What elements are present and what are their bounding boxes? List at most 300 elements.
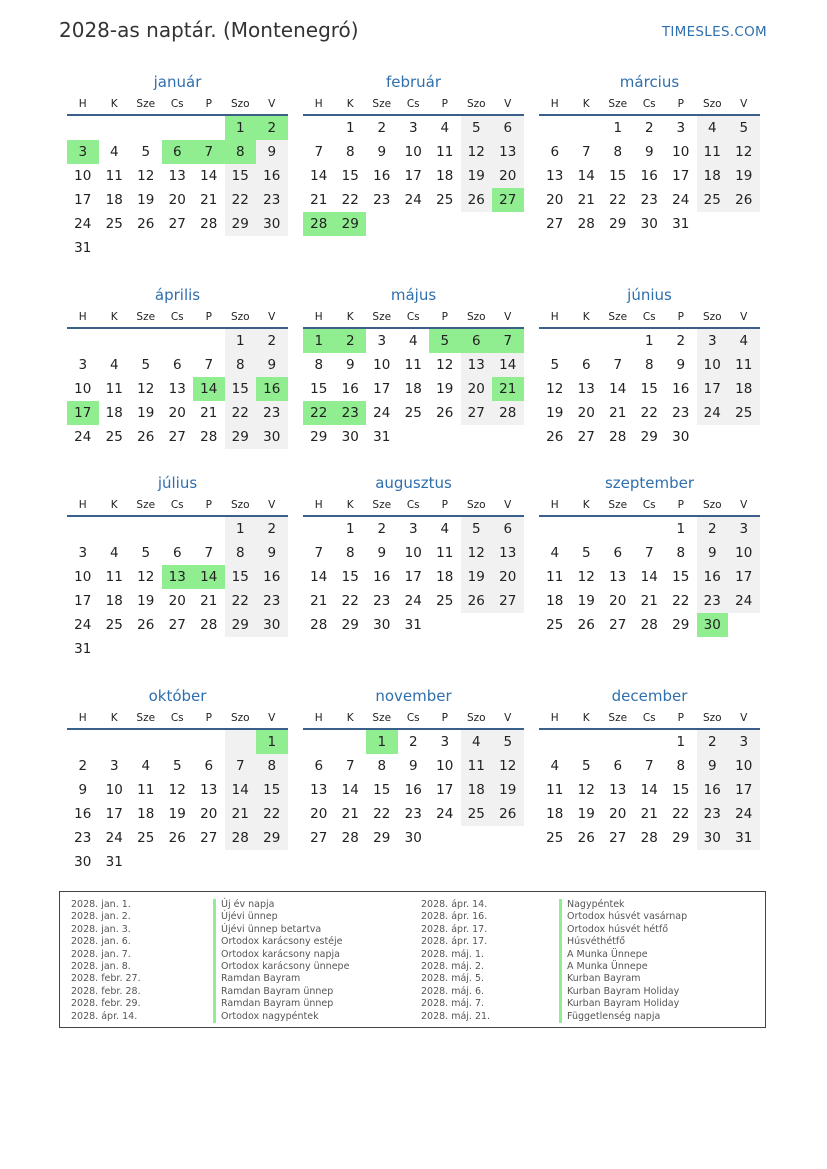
legend-holiday-name: Kurban Bayram Holiday: [559, 986, 687, 998]
weekday-header: Cs: [170, 712, 184, 724]
weekday-header: P: [677, 98, 684, 110]
day-cell: 5: [492, 730, 524, 754]
day-cell: 24: [74, 617, 92, 633]
day-cell: 11: [697, 140, 729, 164]
day-cell: 19: [461, 565, 493, 589]
day-cell: 16: [640, 168, 658, 184]
legend-holiday-name: Húsvéthétfő: [559, 936, 687, 948]
day-cell: 3: [408, 521, 418, 537]
day-cell: 29: [640, 429, 658, 445]
day-cell: 14: [341, 782, 359, 798]
day-cell: 7: [225, 754, 257, 778]
day-cell: 31: [74, 641, 92, 657]
day-cell: 20: [168, 405, 186, 421]
day-grid: [303, 116, 524, 236]
weekday-header: Szo: [230, 499, 250, 511]
day-cell: 16: [74, 806, 92, 822]
day-cell: 19: [137, 192, 155, 208]
day-cell: 20: [609, 593, 627, 609]
day-cell: 15: [609, 168, 627, 184]
day-cell: 30: [373, 617, 391, 633]
weekday-header: Szo: [466, 712, 486, 724]
legend-date: 2028. máj. 6.: [421, 985, 485, 997]
month-name: augusztus: [375, 474, 452, 492]
empty-day-cell: [571, 517, 603, 541]
weekday-header: P: [441, 311, 448, 323]
day-cell: 19: [728, 164, 760, 188]
legend-date: 2028. jan. 2.: [71, 911, 131, 923]
day-cell: 7: [613, 357, 623, 373]
month-name: június: [627, 286, 672, 304]
day-cell: 18: [105, 593, 123, 609]
month-name: július: [157, 474, 198, 492]
weekday-header: V: [740, 712, 748, 724]
day-cell: 15: [310, 381, 328, 397]
day-cell: 13: [546, 168, 564, 184]
day-cell: 21: [200, 593, 218, 609]
day-cell: 24: [373, 405, 391, 421]
holiday-day-cell: 13: [162, 565, 194, 589]
day-cell: 22: [341, 192, 359, 208]
day-cell: 25: [105, 429, 123, 445]
weekday-header: K: [346, 712, 354, 724]
day-cell: 9: [256, 353, 288, 377]
holiday-day-cell: 28: [303, 212, 335, 236]
day-cell: 4: [109, 144, 119, 160]
day-cell: 11: [436, 545, 454, 561]
day-cell: 22: [609, 192, 627, 208]
day-cell: 12: [492, 754, 524, 778]
day-cell: 30: [404, 830, 422, 846]
month-block: [67, 285, 288, 449]
day-cell: 10: [74, 381, 92, 397]
day-cell: 12: [728, 140, 760, 164]
day-cell: 29: [672, 617, 690, 633]
weekday-header: K: [110, 98, 118, 110]
day-cell: 15: [225, 377, 257, 401]
legend-date: 2028. ápr. 14.: [421, 899, 488, 910]
day-cell: 22: [373, 806, 391, 822]
day-cell: 11: [105, 381, 123, 397]
weekday-header: H: [78, 98, 87, 110]
legend-date: 2028. máj. 2.: [421, 961, 485, 973]
weekday-header: Sze: [608, 311, 628, 323]
day-cell: 3: [697, 329, 729, 353]
weekday-header: H: [314, 98, 323, 110]
day-cell: 29: [310, 429, 328, 445]
empty-day-cell: [67, 329, 99, 353]
empty-day-cell: [99, 517, 131, 541]
day-cell: 19: [137, 593, 155, 609]
weekday-header: V: [268, 712, 276, 724]
weekday-header: P: [205, 98, 212, 110]
empty-day-cell: [539, 517, 571, 541]
day-cell: 10: [728, 541, 760, 565]
legend-holiday-name: Újévi ünnep: [213, 911, 349, 923]
empty-day-cell: [162, 517, 194, 541]
day-cell: 25: [436, 192, 454, 208]
day-cell: 4: [550, 758, 560, 774]
day-cell: 25: [137, 830, 155, 846]
day-cell: 12: [461, 541, 493, 565]
day-cell: 24: [74, 216, 92, 232]
month-block: [539, 285, 760, 449]
weekday-header: Sze: [372, 499, 392, 511]
weekday-header: Cs: [406, 712, 420, 724]
day-cell: 13: [168, 168, 186, 184]
day-cell: 4: [440, 120, 450, 136]
month-block: [303, 285, 524, 449]
holiday-day-cell: 2: [256, 116, 288, 140]
weekday-header: Cs: [642, 712, 656, 724]
day-cell: 12: [546, 381, 564, 397]
day-cell: 26: [436, 405, 454, 421]
day-grid: [67, 116, 288, 260]
day-cell: 23: [404, 806, 422, 822]
empty-day-cell: [130, 517, 162, 541]
day-cell: 27: [609, 617, 627, 633]
day-cell: 30: [640, 216, 658, 232]
day-cell: 20: [492, 565, 524, 589]
legend-holiday-name: Ramdan Bayram ünnep: [213, 998, 349, 1010]
empty-day-cell: [99, 730, 131, 754]
empty-day-cell: [99, 329, 131, 353]
day-cell: 23: [74, 830, 92, 846]
day-cell: 20: [577, 405, 595, 421]
day-cell: 7: [204, 545, 214, 561]
day-cell: 23: [640, 192, 658, 208]
empty-day-cell: [67, 730, 99, 754]
legend-holiday-name: Ramdan Bayram: [213, 973, 349, 985]
weekday-header: V: [268, 98, 276, 110]
month-name: október: [148, 687, 207, 705]
weekday-header: K: [582, 712, 590, 724]
day-cell: 20: [461, 377, 493, 401]
day-cell: 21: [640, 593, 658, 609]
weekday-header-row: [67, 708, 288, 730]
day-cell: 2: [408, 734, 418, 750]
day-cell: 4: [408, 333, 418, 349]
month-block: [303, 473, 524, 637]
day-cell: 31: [728, 826, 760, 850]
weekday-header: Szo: [702, 98, 722, 110]
empty-day-cell: [303, 730, 335, 754]
day-cell: 30: [697, 826, 729, 850]
weekday-header: Szo: [466, 311, 486, 323]
day-cell: 25: [436, 593, 454, 609]
day-cell: 27: [577, 429, 595, 445]
day-cell: 18: [728, 377, 760, 401]
day-cell: 1: [644, 333, 654, 349]
day-cell: 21: [609, 405, 627, 421]
day-cell: 8: [676, 758, 686, 774]
day-cell: 29: [672, 830, 690, 846]
legend-holiday-name: Nagypéntek: [559, 899, 687, 911]
month-block: [67, 473, 288, 661]
day-cell: 18: [105, 405, 123, 421]
day-cell: 5: [141, 357, 151, 373]
day-cell: 6: [492, 517, 524, 541]
day-cell: 24: [404, 192, 422, 208]
day-cell: 3: [676, 120, 686, 136]
day-cell: 12: [137, 381, 155, 397]
day-cell: 11: [546, 569, 564, 585]
day-cell: 26: [137, 429, 155, 445]
day-cell: 8: [345, 545, 355, 561]
day-cell: 5: [550, 357, 560, 373]
legend-holiday-name: Ortodox karácsony napja: [213, 949, 349, 961]
day-cell: 7: [644, 758, 654, 774]
weekday-header: H: [550, 712, 559, 724]
day-cell: 19: [461, 164, 493, 188]
empty-day-cell: [225, 730, 257, 754]
weekday-header: Sze: [136, 712, 156, 724]
day-cell: 5: [581, 545, 591, 561]
day-cell: 18: [546, 806, 564, 822]
empty-day-cell: [634, 517, 666, 541]
day-cell: 22: [341, 593, 359, 609]
day-cell: 12: [577, 782, 595, 798]
weekday-header: V: [740, 499, 748, 511]
day-cell: 23: [373, 593, 391, 609]
day-cell: 15: [225, 565, 257, 589]
day-cell: 28: [640, 617, 658, 633]
day-cell: 12: [137, 168, 155, 184]
legend-date: 2028. febr. 27.: [71, 973, 141, 985]
empty-day-cell: [193, 517, 225, 541]
day-cell: 28: [609, 429, 627, 445]
day-cell: 2: [256, 517, 288, 541]
empty-day-cell: [130, 116, 162, 140]
empty-day-cell: [539, 730, 571, 754]
day-cell: 21: [310, 192, 328, 208]
weekday-header-row: [67, 307, 288, 329]
day-cell: 9: [408, 758, 418, 774]
day-cell: 28: [640, 830, 658, 846]
empty-day-cell: [99, 116, 131, 140]
day-cell: 14: [310, 569, 328, 585]
day-cell: 23: [256, 188, 288, 212]
day-cell: 25: [105, 216, 123, 232]
weekday-header: P: [205, 712, 212, 724]
day-cell: 5: [141, 144, 151, 160]
day-cell: 13: [310, 782, 328, 798]
empty-day-cell: [602, 517, 634, 541]
empty-day-cell: [162, 116, 194, 140]
day-cell: 28: [225, 826, 257, 850]
holiday-day-cell: 14: [193, 377, 225, 401]
empty-day-cell: [571, 329, 603, 353]
day-cell: 29: [256, 826, 288, 850]
day-cell: 13: [200, 782, 218, 798]
day-cell: 26: [546, 429, 564, 445]
empty-day-cell: [571, 116, 603, 140]
day-cell: 2: [256, 329, 288, 353]
legend-date: 2028. jan. 7.: [71, 948, 131, 960]
day-cell: 5: [728, 116, 760, 140]
weekday-header: H: [550, 499, 559, 511]
month-block: [539, 72, 760, 236]
weekday-header: V: [504, 98, 512, 110]
legend-date: 2028. febr. 28.: [71, 985, 141, 997]
day-cell: 25: [546, 830, 564, 846]
day-cell: 17: [404, 168, 422, 184]
day-cell: 1: [345, 521, 355, 537]
day-cell: 29: [225, 212, 257, 236]
empty-day-cell: [162, 329, 194, 353]
day-cell: 6: [613, 758, 623, 774]
holiday-day-cell: 6: [461, 329, 493, 353]
holiday-day-cell: 5: [429, 329, 461, 353]
day-cell: 27: [310, 830, 328, 846]
day-cell: 6: [581, 357, 591, 373]
day-cell: 13: [577, 381, 595, 397]
empty-day-cell: [335, 730, 367, 754]
day-cell: 3: [78, 545, 88, 561]
weekday-header: H: [314, 712, 323, 724]
day-cell: 5: [461, 116, 493, 140]
day-cell: 29: [609, 216, 627, 232]
empty-day-cell: [602, 730, 634, 754]
weekday-header: K: [582, 311, 590, 323]
day-cell: 17: [105, 806, 123, 822]
holiday-day-cell: 1: [303, 329, 335, 353]
weekday-header: H: [78, 311, 87, 323]
legend-left-dates: [71, 899, 141, 1023]
day-grid: [539, 517, 760, 637]
weekday-header: Sze: [372, 98, 392, 110]
day-cell: 13: [492, 140, 524, 164]
holiday-day-cell: 7: [492, 329, 524, 353]
day-cell: 30: [256, 425, 288, 449]
day-cell: 8: [345, 144, 355, 160]
empty-day-cell: [67, 116, 99, 140]
day-cell: 19: [436, 381, 454, 397]
day-grid: [303, 730, 524, 850]
holiday-day-cell: 21: [492, 377, 524, 401]
day-grid: [303, 517, 524, 637]
day-cell: 25: [728, 401, 760, 425]
day-cell: 16: [373, 569, 391, 585]
day-cell: 22: [672, 593, 690, 609]
brand-link[interactable]: TIMESLES.COM: [661, 24, 767, 40]
legend-date: 2028. máj. 1.: [421, 948, 485, 960]
month-name: szeptember: [604, 474, 695, 492]
day-cell: 28: [341, 830, 359, 846]
day-cell: 4: [461, 730, 493, 754]
day-cell: 20: [609, 806, 627, 822]
weekday-header: Cs: [170, 311, 184, 323]
day-cell: 1: [225, 329, 257, 353]
day-cell: 2: [644, 120, 654, 136]
day-cell: 8: [225, 541, 257, 565]
day-cell: 11: [436, 144, 454, 160]
day-cell: 18: [137, 806, 155, 822]
legend-left-names: [213, 899, 349, 1023]
holiday-legend: [59, 891, 766, 1028]
weekday-header: H: [550, 311, 559, 323]
day-cell: 17: [373, 381, 391, 397]
day-cell: 7: [314, 545, 324, 561]
day-cell: 3: [109, 758, 119, 774]
day-cell: 3: [78, 357, 88, 373]
day-cell: 20: [546, 192, 564, 208]
legend-right-dates: [421, 899, 490, 1023]
day-cell: 22: [225, 401, 257, 425]
day-cell: 29: [225, 425, 257, 449]
weekday-header: V: [268, 499, 276, 511]
weekday-header: Szo: [702, 499, 722, 511]
day-cell: 8: [377, 758, 387, 774]
day-cell: 8: [225, 353, 257, 377]
weekday-header: Sze: [372, 712, 392, 724]
day-cell: 30: [672, 429, 690, 445]
day-cell: 5: [581, 758, 591, 774]
month-name: április: [154, 286, 201, 304]
day-cell: 2: [697, 730, 729, 754]
day-cell: 16: [373, 168, 391, 184]
weekday-header: Sze: [136, 499, 156, 511]
day-cell: 10: [728, 754, 760, 778]
day-cell: 26: [728, 188, 760, 212]
day-cell: 25: [404, 405, 422, 421]
legend-holiday-name: A Munka Ünnepe: [559, 949, 687, 961]
day-cell: 31: [672, 216, 690, 232]
day-cell: 7: [314, 144, 324, 160]
month-name: március: [619, 73, 680, 91]
day-cell: 2: [676, 333, 686, 349]
legend-holiday-name: A Munka Ünnepe: [559, 961, 687, 973]
day-cell: 24: [105, 830, 123, 846]
weekday-header: Sze: [372, 311, 392, 323]
day-cell: 21: [200, 405, 218, 421]
legend-holiday-name: Kurban Bayram: [559, 973, 687, 985]
day-cell: 5: [172, 758, 182, 774]
day-cell: 6: [172, 545, 182, 561]
weekday-header: P: [677, 712, 684, 724]
empty-day-cell: [571, 730, 603, 754]
day-cell: 26: [492, 802, 524, 826]
month-block: [303, 72, 524, 236]
day-cell: 8: [256, 754, 288, 778]
day-cell: 24: [728, 802, 760, 826]
day-cell: 16: [697, 565, 729, 589]
legend-date: 2028. jan. 8.: [71, 961, 131, 973]
day-cell: 29: [341, 617, 359, 633]
legend-holiday-name: Ortodox nagypéntek: [213, 1011, 349, 1023]
day-cell: 31: [105, 854, 123, 870]
day-cell: 30: [341, 429, 359, 445]
day-cell: 19: [577, 806, 595, 822]
weekday-header: Cs: [170, 499, 184, 511]
holiday-day-cell: 3: [67, 140, 99, 164]
day-cell: 16: [404, 782, 422, 798]
day-cell: 11: [105, 569, 123, 585]
day-cell: 9: [676, 357, 686, 373]
day-cell: 8: [613, 144, 623, 160]
holiday-day-cell: 17: [67, 401, 99, 425]
holiday-day-cell: 8: [225, 140, 257, 164]
holiday-day-cell: 7: [193, 140, 225, 164]
day-cell: 12: [137, 569, 155, 585]
day-cell: 15: [672, 569, 690, 585]
day-cell: 26: [137, 617, 155, 633]
day-cell: 15: [373, 782, 391, 798]
day-cell: 10: [105, 782, 123, 798]
day-cell: 24: [728, 589, 760, 613]
day-cell: 24: [697, 401, 729, 425]
empty-day-cell: [193, 730, 225, 754]
